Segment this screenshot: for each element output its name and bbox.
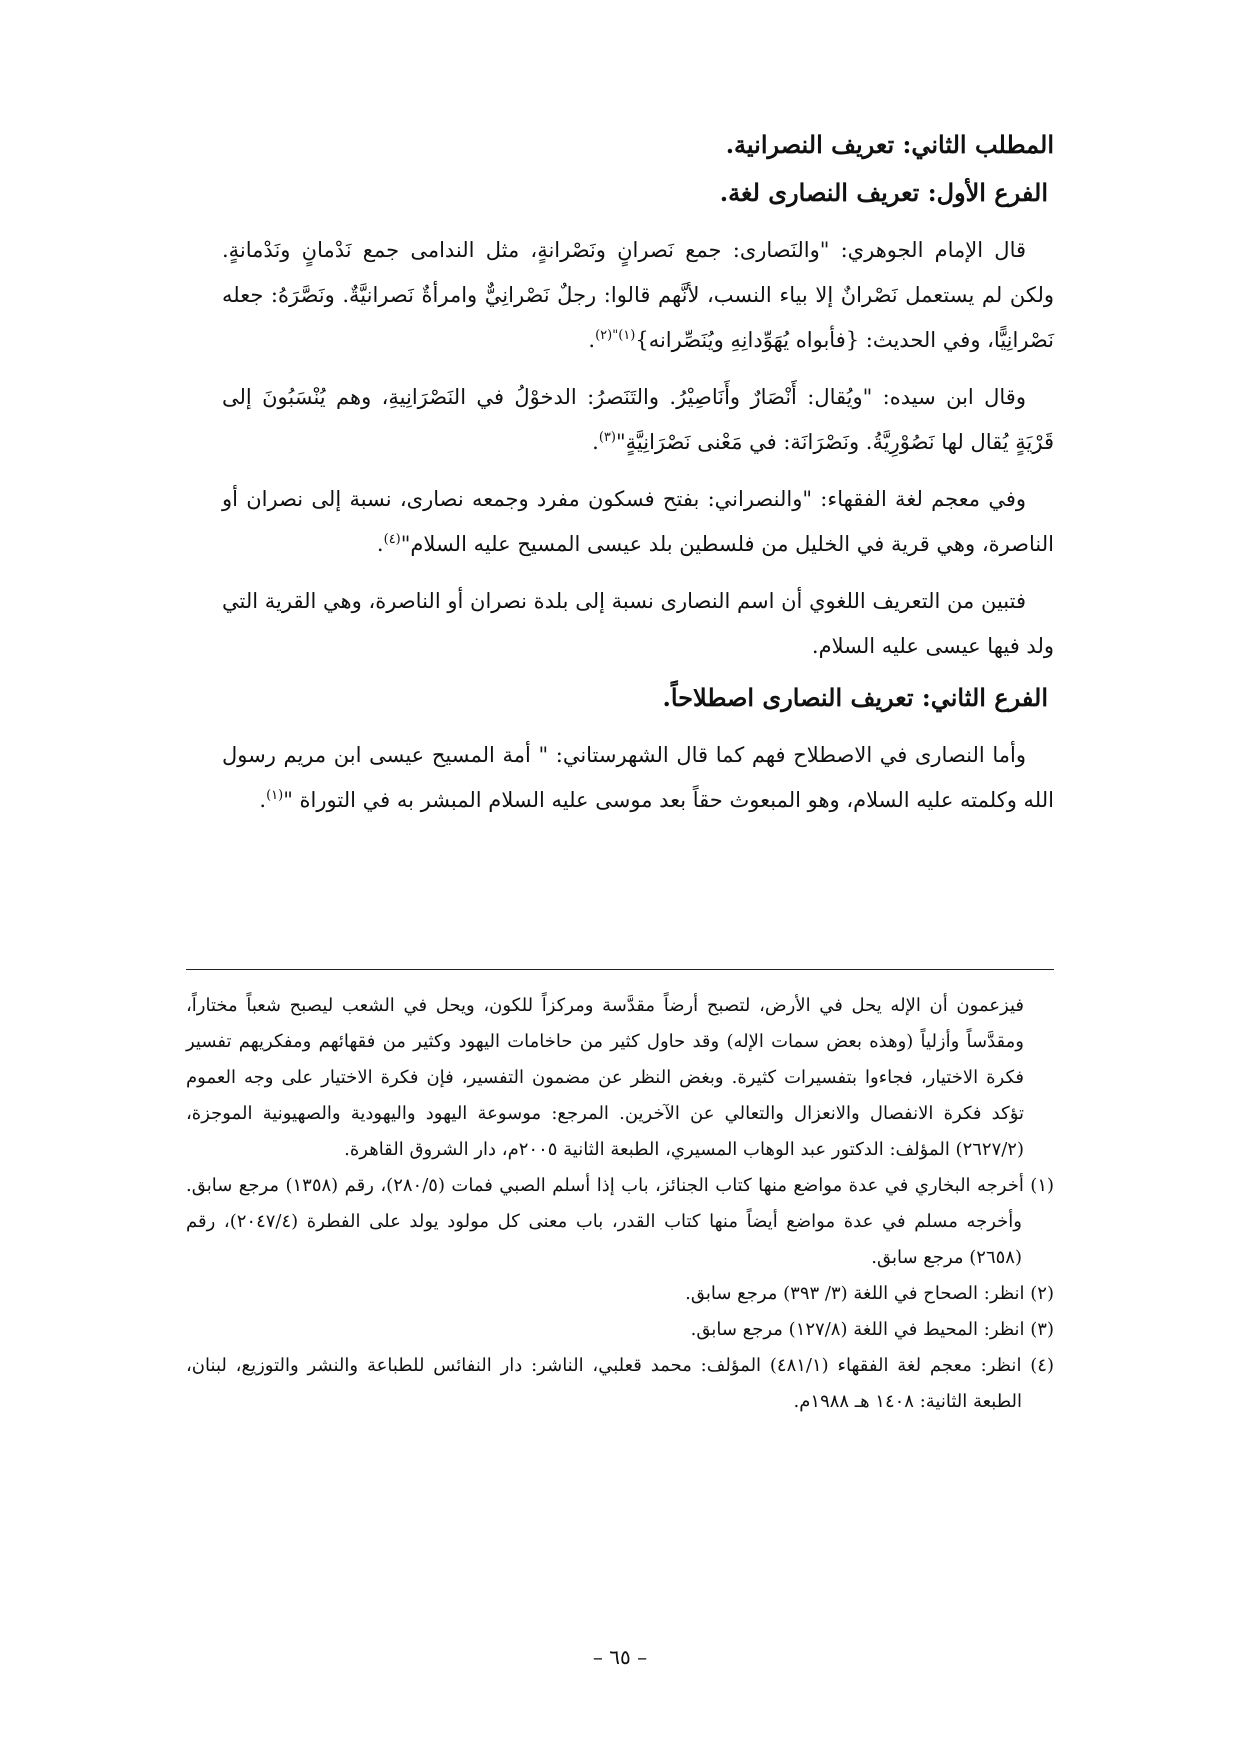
page-number: – ٦٥ – — [592, 1645, 648, 1669]
paragraph-text: قال الإمام الجوهري: "والنَصارى: جمع نَصرانٍ ونَصْرانةٍ، مثل الندامى جمع نَدْمانٍ ونَدْمانةٍ. ولكن لم يستعمل نَصْرانٌ إلا بياء النسب، لأنَّهم قالوا: رجلٌ نَصْرانِيٌّ وامرأةٌ نَصرانيَّةٌ. ونَصَّرَهُ: جعله نَصْرانِيًّا، وفي الحديث: {فأبواه يُهَوِّدانِهِ ويُنَصِّرانه} — [222, 238, 1054, 352]
footnote-ref: (٤) — [383, 532, 401, 547]
paragraph-jawhari: قال الإمام الجوهري: "والنَصارى: جمع نَصرانٍ ونَصْرانةٍ، مثل الندامى جمع نَدْمانٍ ونَدْمانةٍ. ولكن لم يستعمل نَصْرانٌ إلا بياء النسب، لأنَّهم قالوا: رجلٌ نَصْرانِيٌّ وامرأةٌ نَصرانيَّةٌ. ونَصَّرَهُ: جعله نَصْرانِيًّا، وفي الحديث: {فأبواه يُهَوِّدانِهِ ويُنَصِّرانه}$^{(١)"(٢)}$. — [222, 238, 1054, 352]
footnote-ref: (١) — [266, 788, 284, 803]
paragraph-shahrastani: وأما النصارى في الاصطلاح فهم كما قال الشهرستاني: " أمة المسيح عيسى ابن مريم رسول الله وكلمته عليه السلام، وهو المبعوث حقاً بعد موسى عليه السلام المبشر به في التوراة "$^{(١)}$. — [222, 743, 1054, 812]
footnotes — [186, 988, 1054, 1420]
footnote-ref: (١)"(٢) — [595, 328, 636, 343]
paragraph-ibn-sidah: وقال ابن سيده: "ويُقال: أَنْصَارٌ وأَنَاصِيْرُ. والتَنَصرُ: الدخوْلُ في النَصْرَانِيةِ، وهم يُنْسَبُونَ إلى قَرْيَةٍ يُقال لها نَصُوْرِيَّةُ. ونَصْرَانَة: في مَعْنى نَصْرَانِيَّةٍ"$^{(٣)}$. — [222, 385, 1054, 454]
paragraph-text: وأما النصارى في الاصطلاح فهم كما قال الشهرستاني: " أمة المسيح عيسى ابن مريم رسول الله وكلمته عليه السلام، وهو المبعوث حقاً بعد موسى عليه السلام المبشر به في التوراة " — [222, 743, 1054, 812]
main-text — [222, 128, 1054, 835]
paragraph-conclusion: فتبين من التعريف اللغوي أن اسم النصارى نسبة إلى بلدة نصران أو الناصرة، وهي القرية التي ولد فيها عيسى عليه السلام. — [222, 589, 1054, 658]
footnote-ref: (٣) — [598, 430, 616, 445]
section-title: المطلب الثاني: تعريف النصرانية. — [725, 130, 1054, 159]
paragraph-fuqaha: وفي معجم لغة الفقهاء: "والنصراني: بفتح فسكون مفرد وجمعه نصارى، نسبة إلى نصران أو الناصرة، وهي قرية في الخليل من فلسطين بلد عيسى المسيح عليه السلام"$^{(٤)}$. — [222, 487, 1054, 556]
footnote-4: (٤) انظر: معجم لغة الفقهاء (٤٨١/١) المؤلف: محمد قعلبي، الناشر: دار النفائس للطباعة والنشر والتوزيع، لبنان، الطبعة الثانية: ١٤٠٨ هـ ١٩٨٨م. — [186, 1355, 1054, 1412]
paragraph-text: وفي معجم لغة الفقهاء: "والنصراني: بفتح فسكون مفرد وجمعه نصارى، نسبة إلى نصران أو الناصرة، وهي قرية في الخليل من فلسطين بلد عيسى المسيح عليه السلام" — [222, 487, 1054, 556]
footnote-continuation: فيزعمون أن الإله يحل في الأرض، لتصبح أرضاً مقدَّسة ومركزاً للكون، ويحل في الشعب ليصبح شعباً مختاراً، ومقدَّساً وأزلياً (وهذه بعض سمات الإله) وقد حاول كثير من حاخامات اليهود وكثير من فقهائهم ومفكريهم تفسير فكرة الاختيار، فجاءوا بتفسيرات كثيرة. وبغض النظر عن مضمون التفسير، فإن فكرة الاختيار على وجه العموم تؤكد فكرة الانفصال والانعزال والتعالي عن الآخرين. المرجع: موسوعة اليهود واليهودية والصهيونية الموجزة، (٢٦٢٧/٢) المؤلف: الدكتور عبد الوهاب المسيري، الطبعة الثانية ٢٠٠٥م، دار الشروق القاهرة. — [186, 995, 1024, 1160]
footnote-separator — [186, 969, 1054, 970]
footnote-2: (٢) انظر: الصحاح في اللغة (٣/ ٣٩٣) مرجع سابق. — [685, 1283, 1054, 1304]
subsection-title-linguistic: الفرع الأول: تعريف النصارى لغة. — [719, 178, 1048, 207]
subsection-title-terminological: الفرع الثاني: تعريف النصارى اصطلاحاً. — [662, 683, 1048, 712]
footnote-1: (١) أخرجه البخاري في عدة مواضع منها كتاب الجنائز، باب إذا أسلم الصبي فمات (٢٨٠/٥)، رقم (١٣٥٨) مرجع سابق. وأخرجه مسلم في عدة مواضع أيضاً منها كتاب القدر، باب معنى كل مولود يولد على الفطرة (٢٠٤٧/٤)، رقم (٢٦٥٨) مرجع سابق. — [186, 1175, 1055, 1268]
footnote-3: (٣) انظر: المحيط في اللغة (١٢٧/٨) مرجع سابق. — [690, 1319, 1054, 1340]
paragraph-text: وقال ابن سيده: "ويُقال: أَنْصَارٌ وأَنَاصِيْرُ. والتَنَصرُ: الدخوْلُ في النَصْرَانِيةِ، وهم يُنْسَبُونَ إلى قَرْيَةٍ يُقال لها نَصُوْرِيَّةُ. ونَصْرَانَة: في مَعْنى نَصْرَانِيَّةٍ" — [222, 385, 1054, 454]
